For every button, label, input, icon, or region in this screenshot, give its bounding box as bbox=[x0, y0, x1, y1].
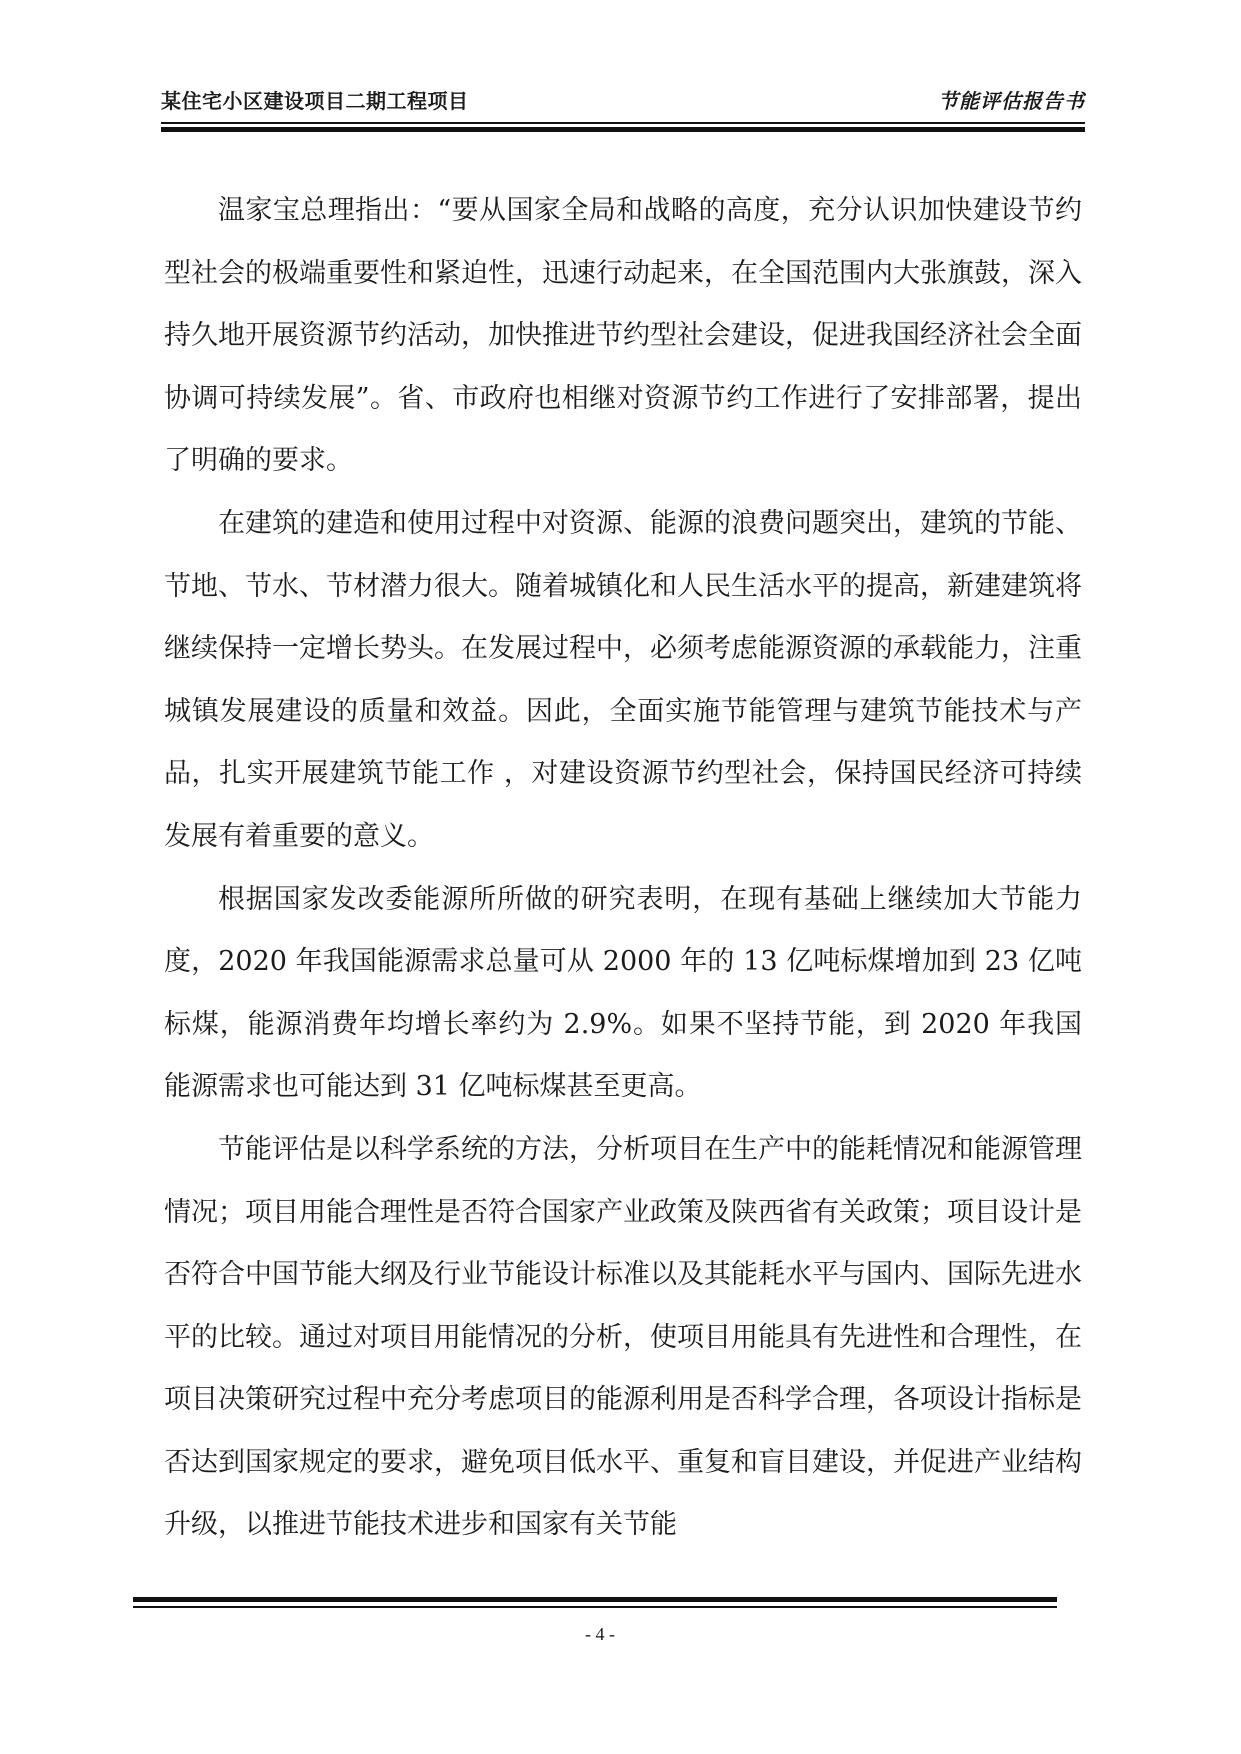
header-rule-thin bbox=[161, 122, 1085, 124]
paragraph: 节能评估是以科学系统的方法，分析项目在生产中的能耗情况和能源管理情况；项目用能合理性是否符合国家产业政策及陕西省有关政策；项目设计是否符合中国节能大纲及行业节能设计标准以及其能耗水平与国内、国际先进水平的比较。通过对项目用能情况的分析，使项目用能具有先进性和合理性，在项目决策研究过程中充分考虑项目的能源利用是否科学合理，各项设计指标是否达到国家规定的要求，避免项目低水平、重复和盲目建设，并促进产业结构升级，以推进节能技术进步和国家有关节能 bbox=[164, 1133, 1082, 1541]
page-number: - 4 - bbox=[585, 1624, 615, 1644]
footer-rule-thick bbox=[133, 1597, 1057, 1602]
page-header bbox=[161, 86, 1085, 120]
footer-rule-thin bbox=[133, 1606, 1057, 1608]
body-text bbox=[164, 180, 1082, 1557]
project-title: 某住宅小区建设项目二期工程项目 bbox=[161, 89, 469, 113]
report-title: 节能评估报告书 bbox=[938, 89, 1085, 113]
header-rule-thick bbox=[161, 127, 1085, 132]
paragraph: 根据国家发改委能源所所做的研究表明，在现有基础上继续加大节能力度，2020 年我国能源需求总量可从 2000 年的 13 亿吨标煤增加到 23 亿吨标煤，能源消费年均增长率约为 2.9%。如果不坚持节能，到 2020 年我国能源需求也可能达到 31 亿吨标煤甚至更高。 bbox=[164, 883, 1082, 1103]
paragraph: 在建筑的建造和使用过程中对资源、能源的浪费问题突出，建筑的节能、节地、节水、节材潜力很大。随着城镇化和人民生活水平的提高，新建建筑将继续保持一定增长势头。在发展过程中，必须考虑能源资源的承载能力，注重城镇发展建设的质量和效益。因此，全面实施节能管理与建筑节能技术与产品，扎实开展建筑节能工作 ，对建设资源节约型社会，保持国民经济可持续发展有着重要的意义。 bbox=[164, 507, 1082, 852]
paragraph: 温家宝总理指出：“要从国家全局和战略的高度，充分认识加快建设节约型社会的极端重要性和紧迫性，迅速行动起来，在全国范围内大张旗鼓，深入持久地开展资源节约活动，加快推进节约型社会建设，促进我国经济社会全面协调可持续发展”。省、市政府也相继对资源节约工作进行了安排部署，提出了明确的要求。 bbox=[164, 195, 1082, 477]
